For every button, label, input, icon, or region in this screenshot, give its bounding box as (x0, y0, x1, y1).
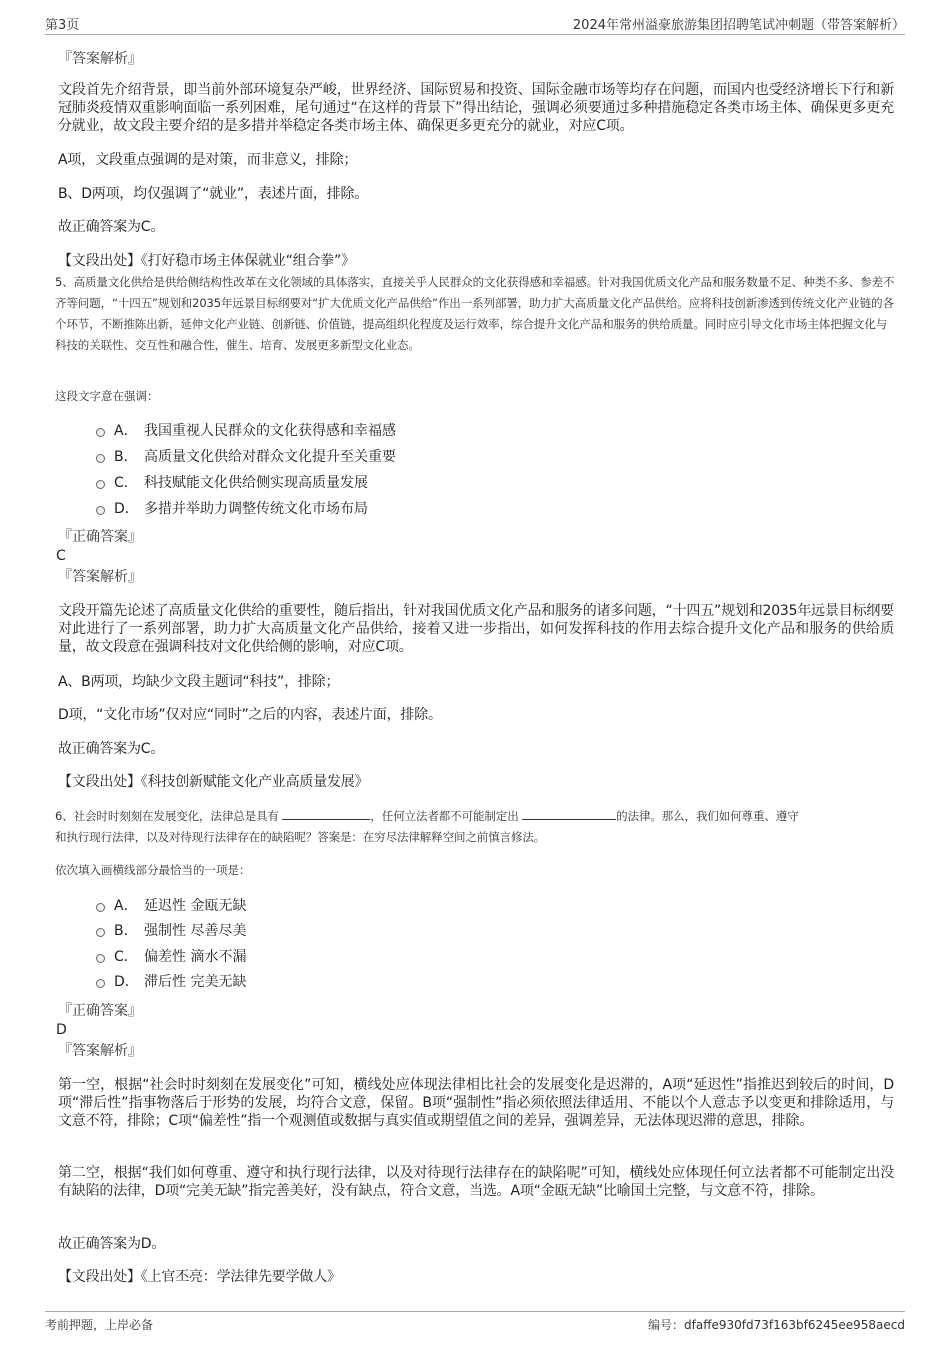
q5-analysis-paragraph-3: D项，“文化市场”仅对应“同时”之后的内容，表述片面，排除。 (58, 707, 442, 723)
page-footer (45, 1311, 905, 1336)
q6-option-a[interactable]: A． 延迟性 金瓯无缺 (96, 897, 246, 915)
radio-icon[interactable] (96, 954, 105, 963)
q5-analysis-paragraph-1: 文段开篇先论述了高质量文化供给的重要性，随后指出，针对我国优质文化产品和服务的诸多问题，“十四五”规划和2035年远景目标纲要对此进行了一系列部署，助力扩大高质量文化产品供给，接着又进一步指出，如何发挥科技的作用去综合提升文化产品和服务的供给质量，故文段意在强调科技对文化供给侧的影响，对应C项。 (58, 603, 894, 655)
q6-option-d[interactable]: D． 滞后性 完美无缺 (96, 973, 246, 991)
q5-source: 【文段出处】《科技创新赋能文化产业高质量发展》 (58, 774, 369, 790)
answer-blank-1[interactable] (282, 807, 370, 820)
q5-option-b[interactable]: B． 高质量文化供给对群众文化提升至关重要 (96, 448, 396, 466)
q4-analysis-paragraph-2: A项，文段重点强调的是对策，而非意义，排除； (58, 152, 358, 168)
radio-icon[interactable] (96, 454, 105, 463)
q6-question-text: 6、社会时时刻刻在发展变化，法律总是具有 ，任何立法者都不可能制定出 的法律。那么，我们如何尊重、遵守 和执行现行法律，以及对待现行法律存在的缺陷呢？答案是：在穷尽法律解释空间之前慎言修法。 (55, 809, 799, 844)
radio-icon[interactable] (96, 979, 105, 988)
page-header (45, 12, 905, 35)
document-id: 编号：dfaffe930fd73f163bf6245ee958aecd (648, 1318, 905, 1332)
q5-analysis-paragraph-4: 故正确答案为C。 (58, 741, 165, 757)
q4-source: 【文段出处】《打好稳市场主体保就业“组合拳”》 (58, 253, 355, 269)
document-title: 2024年常州溢豪旅游集团招聘笔试冲刺题（带答案解析） (572, 18, 905, 33)
q6-option-c[interactable]: C． 偏差性 滴水不漏 (96, 948, 246, 966)
q4-analysis-paragraph-4: 故正确答案为C。 (58, 219, 165, 235)
radio-icon[interactable] (96, 928, 105, 937)
page-number: 第3页 (45, 18, 80, 33)
q5-question-text: 5、高质量文化供给是供给侧结构性改革在文化领域的具体落实，直接关乎人民群众的文化获得感和幸福感。针对我国优质文化产品和服务数量不足、种类不多、参差不齐等问题，“十四五”规划和2035年远景目标纲要对“扩大优质文化产品供给”作出一系列部署，助力扩大高质量文化产品供给。应将科技创新渗透到传统文化产业链的各个环节，不断推陈出新，延伸文化产业链、创新链、价值链，提高组织化程度及运行效率，综合提升文化产品和服务的供给质量。同时应引导文化市场主体把握文化与科技的关联性、交互性和融合性，催生、培育、发展更多新型文化业态。 (55, 275, 895, 352)
q4-analysis-paragraph-1: 文段首先介绍背景，即当前外部环境复杂严峻，世界经济、国际贸易和投资、国际金融市场等均存在问题，而国内也受经济增长下行和新冠肺炎疫情双重影响面临一系列困难，尾句通过“在这样的背景下”得出结论，强调必须要通过多种措施稳定各类市场主体、确保更多更充分就业，故文段主要介绍的是多措并举稳定各类市场主体、确保更多更充分的就业，对应C项。 (58, 82, 894, 134)
q5-correct-label: 『正确答案』 (58, 529, 142, 545)
q6-source: 【文段出处】《上官丕亮：学法律先要学做人》 (58, 1269, 341, 1285)
radio-icon[interactable] (96, 903, 105, 912)
radio-icon[interactable] (96, 428, 105, 437)
q5-option-c[interactable]: C． 科技赋能文化供给侧实现高质量发展 (96, 474, 368, 492)
q5-analysis-paragraph-2: A、B两项，均缺少文段主题词“科技”，排除； (58, 674, 340, 690)
q4-analysis-label: 『答案解析』 (58, 51, 142, 67)
q6-analysis-paragraph-2: 第二空，根据“我们如何尊重、遵守和执行现行法律，以及对待现行法律存在的缺陷呢”可知，横线处应体现任何立法者都不可能制定出没有缺陷的法律，D项“完美无缺”指完善美好，没有缺点，符合文意，当选。A项“金瓯无缺”比喻国土完整，与文意不符，排除。 (58, 1165, 894, 1199)
q6-analysis-label: 『答案解析』 (58, 1043, 142, 1059)
answer-blank-2[interactable] (522, 807, 616, 820)
q5-option-a[interactable]: A． 我国重视人民群众的文化获得感和幸福感 (96, 422, 396, 440)
q6-analysis-paragraph-1: 第一空，根据“社会时时刻刻在发展变化”可知，横线处应体现法律相比社会的发展变化是迟滞的，A项“延迟性”指推迟到较后的时间，D项“滞后性”指事物落后于形势的发展，均符合文意，保留。B项“强制性”指必须依照法律适用、不能以个人意志予以变更和排除适用，与文意不符，排除；C项“偏差性”指一个观测值或数据与真实值或期望值之间的差异，强调差异，无法体现迟滞的意思，排除。 (58, 1077, 894, 1129)
radio-icon[interactable] (96, 480, 105, 489)
q5-analysis-label: 『答案解析』 (58, 569, 142, 585)
footer-slogan: 考前押题，上岸必备 (45, 1318, 154, 1332)
q6-prompt: 依次填入画横线部分最恰当的一项是： (55, 863, 251, 877)
q5-option-d[interactable]: D． 多措并举助力调整传统文化市场布局 (96, 500, 368, 518)
q4-analysis-paragraph-3: B、D两项，均仅强调了“就业”，表述片面，排除。 (58, 186, 369, 202)
q6-option-b[interactable]: B． 强制性 尽善尽美 (96, 922, 246, 940)
q6-correct-answer: D (56, 1022, 67, 1038)
q6-correct-label: 『正确答案』 (58, 1003, 142, 1019)
radio-icon[interactable] (96, 506, 105, 515)
q5-correct-answer: C (56, 548, 66, 564)
q5-prompt: 这段文字意在强调： (55, 389, 159, 403)
q6-analysis-paragraph-3: 故正确答案为D。 (58, 1236, 166, 1252)
